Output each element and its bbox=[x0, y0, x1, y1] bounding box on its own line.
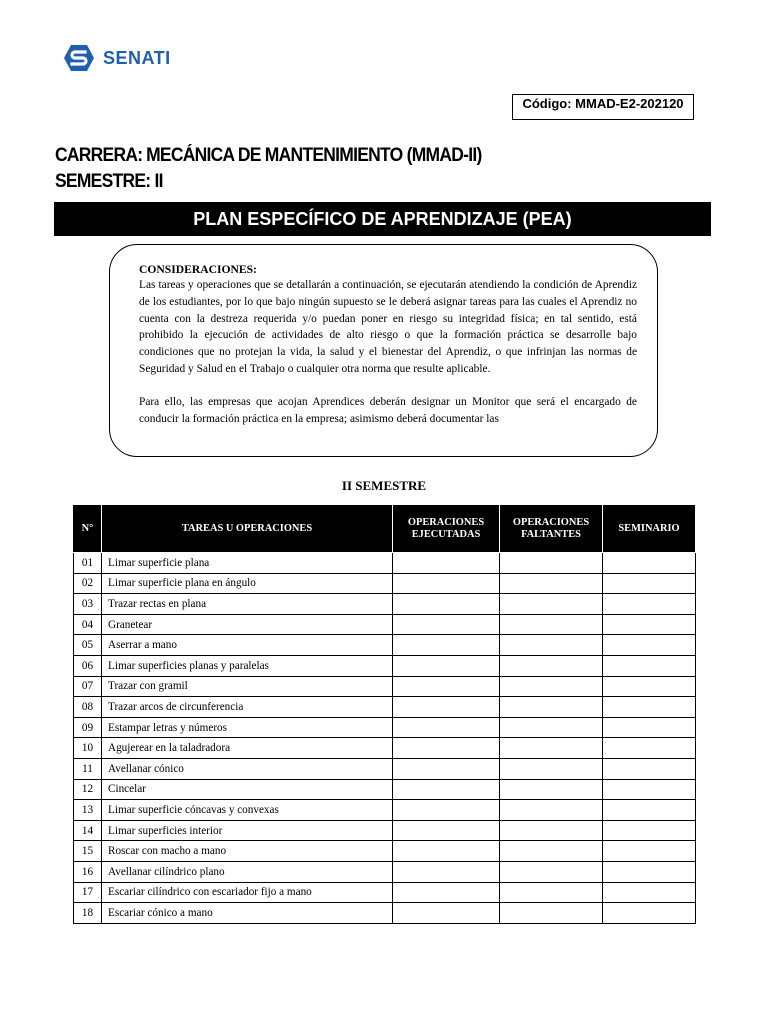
table-header-row bbox=[74, 505, 696, 553]
career-line bbox=[55, 145, 482, 167]
row-missing-cell bbox=[500, 800, 603, 821]
row-seminar-cell bbox=[603, 717, 696, 738]
row-executed-cell bbox=[393, 676, 500, 697]
row-missing-cell bbox=[500, 779, 603, 800]
row-number: 12 bbox=[74, 779, 102, 800]
row-task: Trazar arcos de circunferencia bbox=[102, 697, 393, 718]
row-seminar-cell bbox=[603, 841, 696, 862]
row-task: Avellanar cilíndrico plano bbox=[102, 861, 393, 882]
row-executed-cell bbox=[393, 841, 500, 862]
tasks-table bbox=[73, 504, 696, 924]
row-task: Escariar cónico a mano bbox=[102, 903, 393, 924]
table-row bbox=[74, 614, 696, 635]
career-label: CARRERA: bbox=[55, 145, 143, 166]
row-executed-cell bbox=[393, 614, 500, 635]
row-number: 16 bbox=[74, 861, 102, 882]
row-seminar-cell bbox=[603, 903, 696, 924]
table-row bbox=[74, 758, 696, 779]
row-number: 18 bbox=[74, 903, 102, 924]
senati-logo-icon bbox=[63, 44, 95, 72]
row-executed-cell bbox=[393, 697, 500, 718]
row-executed-cell bbox=[393, 655, 500, 676]
table-row bbox=[74, 676, 696, 697]
document-code: Código: MMAD-E2-202120 bbox=[512, 94, 694, 120]
row-task: Estampar letras y números bbox=[102, 717, 393, 738]
row-seminar-cell bbox=[603, 697, 696, 718]
row-number: 06 bbox=[74, 655, 102, 676]
table-row bbox=[74, 841, 696, 862]
table-row bbox=[74, 820, 696, 841]
row-missing-cell bbox=[500, 553, 603, 574]
row-missing-cell bbox=[500, 594, 603, 615]
table-row bbox=[74, 697, 696, 718]
row-number: 15 bbox=[74, 841, 102, 862]
row-task: Trazar rectas en plana bbox=[102, 594, 393, 615]
row-missing-cell bbox=[500, 573, 603, 594]
row-number: 17 bbox=[74, 882, 102, 903]
row-seminar-cell bbox=[603, 573, 696, 594]
table-row bbox=[74, 573, 696, 594]
row-number: 04 bbox=[74, 614, 102, 635]
row-task: Escariar cilíndrico con escariador fijo a mano bbox=[102, 882, 393, 903]
logo-text: SENATI bbox=[103, 47, 171, 68]
row-task: Cincelar bbox=[102, 779, 393, 800]
row-executed-cell bbox=[393, 800, 500, 821]
senati-logo bbox=[63, 44, 171, 72]
row-executed-cell bbox=[393, 758, 500, 779]
row-number: 11 bbox=[74, 758, 102, 779]
row-missing-cell bbox=[500, 697, 603, 718]
row-executed-cell bbox=[393, 738, 500, 759]
row-task: Limar superficie plana bbox=[102, 553, 393, 574]
row-task: Avellanar cónico bbox=[102, 758, 393, 779]
considerations-title: CONSIDERACIONES: bbox=[139, 263, 257, 276]
row-executed-cell bbox=[393, 553, 500, 574]
table-row bbox=[74, 882, 696, 903]
considerations-paragraph-1: Las tareas y operaciones que se detallarán a continuación, se ejecutarán atendiendo la condición de Aprendiz de los estudiantes, por lo que bajo ningún supuesto se le deberá asignar tareas para las cuales el Aprendiz no cuenta con la destreza requerida y/o puedan poner en riesgo su integridad física; en tal sentido, está prohibido la ejecución de actividades de alto riesgo o que la formación práctica se desarrolle bajo condiciones que no protejan la vida, la salud y el bienestar del Aprendiz, o que infrinjan las normas de Seguridad y Salud en el Trabajo o cualquier otra norma que resulte aplicable. bbox=[139, 279, 637, 375]
row-task: Limar superficie plana en ángulo bbox=[102, 573, 393, 594]
semester-title: II SEMESTRE bbox=[341, 478, 427, 493]
row-task: Roscar con macho a mano bbox=[102, 841, 393, 862]
row-missing-cell bbox=[500, 861, 603, 882]
row-seminar-cell bbox=[603, 655, 696, 676]
row-missing-cell bbox=[500, 676, 603, 697]
row-seminar-cell bbox=[603, 594, 696, 615]
row-executed-cell bbox=[393, 882, 500, 903]
table-row bbox=[74, 655, 696, 676]
row-missing-cell bbox=[500, 635, 603, 656]
table-row bbox=[74, 553, 696, 574]
row-seminar-cell bbox=[603, 676, 696, 697]
row-missing-cell bbox=[500, 758, 603, 779]
row-missing-cell bbox=[500, 614, 603, 635]
row-executed-cell bbox=[393, 820, 500, 841]
table-row bbox=[74, 861, 696, 882]
row-executed-cell bbox=[393, 717, 500, 738]
row-task: Limar superficie cóncavas y convexas bbox=[102, 800, 393, 821]
considerations-box bbox=[109, 244, 658, 457]
row-number: 03 bbox=[74, 594, 102, 615]
career-value: MECÁNICA DE MANTENIMIENTO (MMAD-II) bbox=[146, 145, 482, 166]
row-seminar-cell bbox=[603, 800, 696, 821]
row-number: 09 bbox=[74, 717, 102, 738]
row-number: 10 bbox=[74, 738, 102, 759]
row-seminar-cell bbox=[603, 635, 696, 656]
row-missing-cell bbox=[500, 841, 603, 862]
row-number: 08 bbox=[74, 697, 102, 718]
row-number: 14 bbox=[74, 820, 102, 841]
row-seminar-cell bbox=[603, 553, 696, 574]
row-seminar-cell bbox=[603, 882, 696, 903]
header-seminar: SEMINARIO bbox=[603, 505, 696, 553]
row-seminar-cell bbox=[603, 820, 696, 841]
header-task: TAREAS U OPERACIONES bbox=[102, 505, 393, 553]
row-executed-cell bbox=[393, 861, 500, 882]
semester-line: SEMESTRE: II bbox=[55, 171, 163, 192]
row-missing-cell bbox=[500, 738, 603, 759]
row-task: Agujerear en la taladradora bbox=[102, 738, 393, 759]
row-missing-cell bbox=[500, 903, 603, 924]
row-number: 13 bbox=[74, 800, 102, 821]
table-body bbox=[74, 553, 696, 924]
row-task: Granetear bbox=[102, 614, 393, 635]
row-missing-cell bbox=[500, 717, 603, 738]
row-number: 05 bbox=[74, 635, 102, 656]
table-row bbox=[74, 594, 696, 615]
row-missing-cell bbox=[500, 655, 603, 676]
row-number: 07 bbox=[74, 676, 102, 697]
row-number: 02 bbox=[74, 573, 102, 594]
plan-title-banner: PLAN ESPECÍFICO DE APRENDIZAJE (PEA) bbox=[54, 202, 711, 236]
row-seminar-cell bbox=[603, 861, 696, 882]
table-row bbox=[74, 779, 696, 800]
row-seminar-cell bbox=[603, 758, 696, 779]
row-task: Limar superficies interior bbox=[102, 820, 393, 841]
row-missing-cell bbox=[500, 820, 603, 841]
row-seminar-cell bbox=[603, 779, 696, 800]
row-task: Trazar con gramil bbox=[102, 676, 393, 697]
table-row bbox=[74, 635, 696, 656]
header-executed: OPERACIONES EJECUTADAS bbox=[393, 505, 500, 553]
row-executed-cell bbox=[393, 594, 500, 615]
row-executed-cell bbox=[393, 635, 500, 656]
row-missing-cell bbox=[500, 882, 603, 903]
row-executed-cell bbox=[393, 779, 500, 800]
considerations-paragraph-2: Para ello, las empresas que acojan Aprendices deberán designar un Monitor que será el encargado de conducir la formación práctica en la empresa; asimismo deberá documentar las bbox=[139, 395, 637, 425]
row-executed-cell bbox=[393, 573, 500, 594]
header-missing: OPERACIONES FALTANTES bbox=[500, 505, 603, 553]
row-number: 01 bbox=[74, 553, 102, 574]
row-seminar-cell bbox=[603, 738, 696, 759]
table-row bbox=[74, 800, 696, 821]
table-row bbox=[74, 903, 696, 924]
row-task: Limar superficies planas y paralelas bbox=[102, 655, 393, 676]
header-num: N° bbox=[74, 505, 102, 553]
table-row bbox=[74, 738, 696, 759]
row-executed-cell bbox=[393, 903, 500, 924]
table-row bbox=[74, 717, 696, 738]
row-seminar-cell bbox=[603, 614, 696, 635]
row-task: Aserrar a mano bbox=[102, 635, 393, 656]
